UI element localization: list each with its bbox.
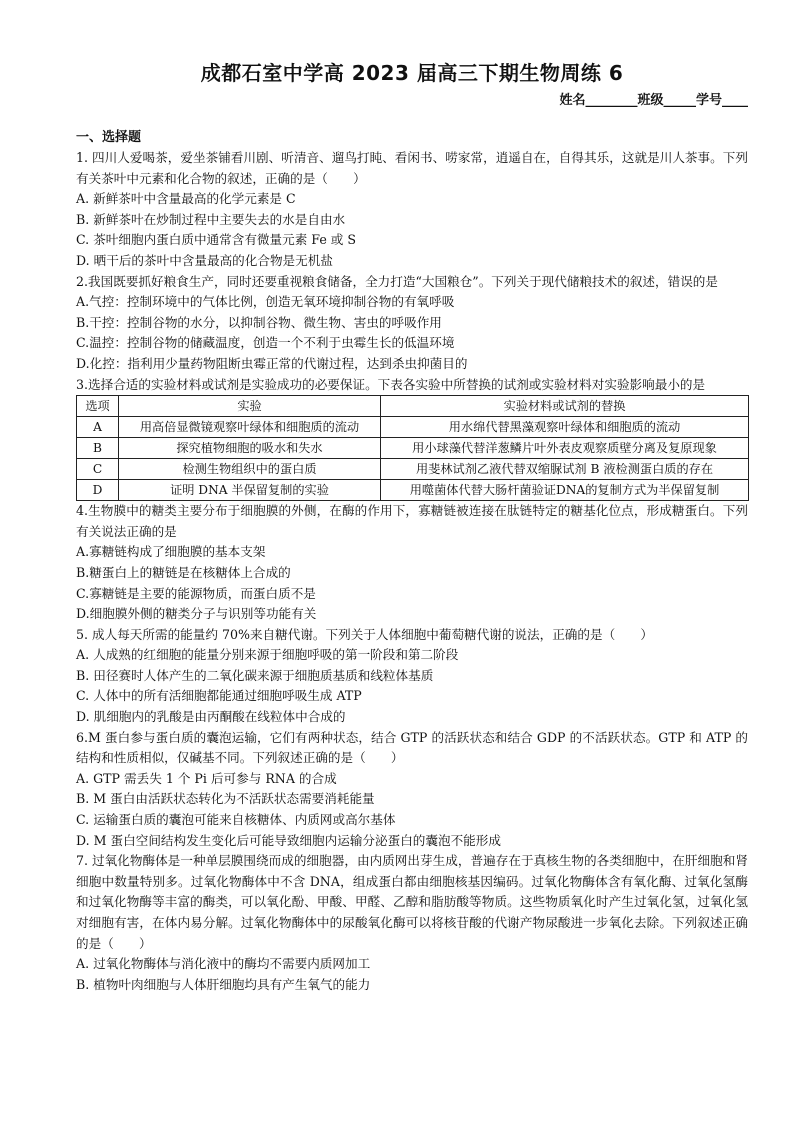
question-stem: 2.我国既要抓好粮食生产，同时还要重视粮食储备，全力打造“大国粮仓”。下列关于现代储粮技术的叙述，错误的是 (76, 273, 718, 289)
option-a: A.气控：控制环境中的气体比例，创造无氧环境抑制谷物的有氧呼吸 (76, 294, 455, 310)
option-d: D. 肌细胞内的乳酸是由丙酮酸在线粒体中合成的 (76, 709, 346, 725)
table-cell: 用噬菌体代替大肠杆菌验证DNA的复制方式为半保留复制 (381, 480, 749, 501)
header-replacement: 实验材料或试剂的替换 (381, 396, 749, 417)
option-c: C. 茶叶细胞内蛋白质中通常含有微量元素 Fe 或 S (76, 232, 357, 248)
question-stem: 5. 成人每天所需的能量约 70%来自糖代谢。下列关于人体细胞中葡萄糖代谢的说法，正确的是（ ） (76, 626, 653, 642)
question-7 (76, 851, 748, 995)
option-c: C. 运输蛋白质的囊泡可能来自核糖体、内质网或高尔基体 (76, 812, 396, 828)
question-2 (76, 272, 748, 375)
option-d: D. M 蛋白空间结构发生变化后可能导致细胞内运输分泌蛋白的囊泡不能形成 (76, 832, 501, 848)
option-b: B. 新鲜茶叶在炒制过程中主要失去的水是自由水 (76, 211, 346, 227)
table-cell: 用小球藻代替洋葱鳞片叶外表皮观察质壁分离及复原现象 (381, 438, 749, 459)
table-cell: 用水绵代替黑藻观察叶绿体和细胞质的流动 (381, 417, 749, 438)
option-d: D. 晒干后的茶叶中含量最高的化合物是无机盐 (76, 252, 333, 268)
table-row (77, 480, 749, 501)
experiment-table (76, 395, 749, 501)
question-4 (76, 501, 748, 625)
question-stem: 6.M 蛋白参与蛋白质的囊泡运输，它们有两种状态，结合 GTP 的活跃状态和结合 GDP 的不活跃状态。GTP 和 ATP 的结构和性质相似，仅碱基不同。下列叙述正确的是（ ） (76, 729, 748, 766)
question-5 (76, 625, 748, 728)
option-c: C.寡糖链是主要的能源物质，而蛋白质不是 (76, 585, 316, 601)
table-row (77, 417, 749, 438)
table-cell: 探究植物细胞的吸水和失水 (119, 438, 381, 459)
option-d: D.化控：指利用少量药物阻断虫霉正常的代谢过程，达到杀虫抑菌目的 (76, 355, 468, 371)
table-cell: A (77, 417, 119, 438)
page-title: 成都石室中学高 2023 届高三下期生物周练 6 (200, 61, 624, 85)
question-3 (76, 375, 748, 502)
option-b: B. 田径赛时人体产生的二氧化碳来源于细胞质基质和线粒体基质 (76, 667, 434, 683)
table-cell: 证明 DNA 半保留复制的实验 (119, 480, 381, 501)
worksheet-page (76, 60, 748, 995)
option-a: A. 人成熟的红细胞的能量分别来源于细胞呼吸的第一阶段和第二阶段 (76, 647, 459, 663)
header-option: 选项 (77, 396, 119, 417)
table-row (77, 459, 749, 480)
question-stem: 3.选择合适的实验材料或试剂是实验成功的必要保证。下表各实验中所替换的试剂或实验材料对实验影响最小的是 (76, 376, 706, 392)
question-stem: 4.生物膜中的糖类主要分布于细胞膜的外侧，在酶的作用下，寡糖链被连接在肽链特定的糖基化位点，形成糖蛋白。下列有关说法正确的是 (76, 503, 748, 539)
question-1 (76, 148, 748, 272)
table-cell: B (77, 438, 119, 459)
option-b: B. 植物叶肉细胞与人体肝细胞均具有产生氧气的能力 (76, 976, 371, 992)
table-cell: D (77, 480, 119, 501)
option-a: A.寡糖链构成了细胞膜的基本支架 (76, 544, 266, 560)
table-cell: C (77, 459, 119, 480)
option-d: D.细胞膜外侧的糖类分子与识别等功能有关 (76, 606, 317, 622)
option-c: C. 人体中的所有活细胞都能通过细胞呼吸生成 ATP (76, 688, 362, 704)
question-stem: 1. 四川人爱喝茶，爱坐茶铺看川剧、听清音、遛鸟打盹、看闲书、唠家常，逍遥自在，自得其乐，这就是川人茶事。下列有关茶叶中元素和化合物的叙述，正确的是（ ） (76, 150, 748, 186)
option-a: A. GTP 需丢失 1 个 Pi 后可参与 RNA 的合成 (76, 770, 337, 786)
option-b: B.干控：控制谷物的水分，以抑制谷物、微生物、害虫的呼吸作用 (76, 314, 442, 330)
table-cell: 用斐林试剂乙液代替双缩脲试剂 B 液检测蛋白质的存在 (381, 459, 749, 480)
table-header-row (77, 396, 749, 417)
section-heading: 一、选择题 (76, 130, 142, 145)
question-6 (76, 728, 748, 852)
option-b: B. M 蛋白由活跃状态转化为不活跃状态需要消耗能量 (76, 791, 375, 807)
header-experiment: 实验 (119, 396, 381, 417)
table-row (77, 438, 749, 459)
option-a: A. 过氧化物酶体与消化液中的酶均不需要内质网加工 (76, 956, 371, 972)
option-b: B.糖蛋白上的糖链是在核糖体上合成的 (76, 564, 291, 580)
table-cell: 检测生物组织中的蛋白质 (119, 459, 381, 480)
option-a: A. 新鲜茶叶中含量最高的化学元素是 C (76, 191, 296, 207)
option-c: C.温控：控制谷物的储藏温度，创造一个不利于虫霉生长的低温环境 (76, 335, 455, 351)
question-stem: 7. 过氧化物酶体是一种单层膜围绕而成的细胞器，由内质网出芽生成，普遍存在于真核生物的各类细胞中，在肝细胞和肾细胞中数量特别多。过氧化物酶体中不含 DNA，组成蛋白都由细胞核基因编码。过氧化物酶体含有氧化酶、过氧化氢酶和过氧化物酶等丰富的酶类，可以氧化酚、甲酸、甲醛、乙醇和脂肪酸等物质。这些物质氧化时产生过氧化氢，过氧化氢对细胞有害，在体内易分解。过氧化物酶体中的尿酸氧化酶可以将核苷酸的代谢产物尿酸进一步氧化去除。下列叙述正确的是（ ） (76, 853, 748, 951)
table-cell: 用高倍显微镜观察叶绿体和细胞质的流动 (119, 417, 381, 438)
student-info: 姓名________班级_____学号____ (559, 93, 748, 108)
